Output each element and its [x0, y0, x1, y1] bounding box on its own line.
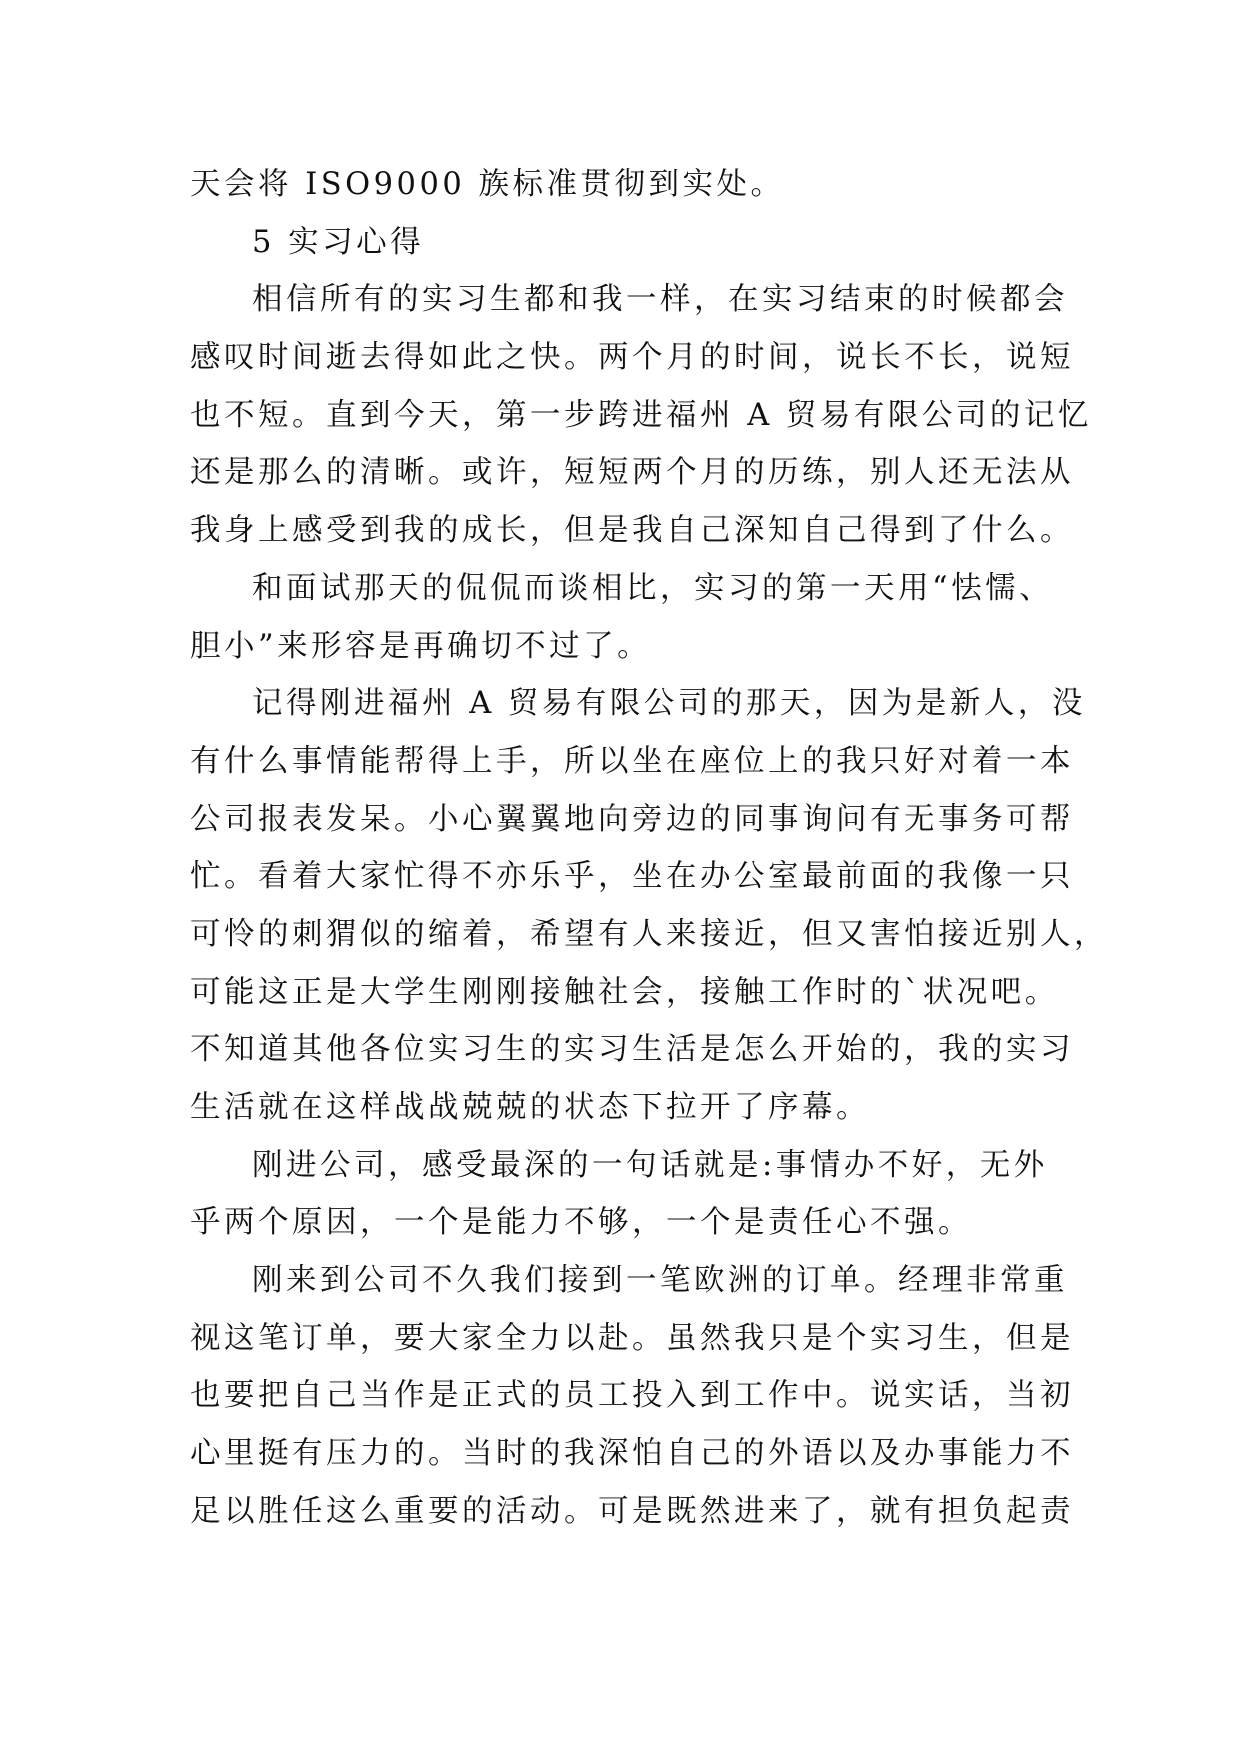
text-line: 还是那么的清晰。或许，短短两个月的历练，别人还无法从 — [190, 455, 1074, 491]
text-line: 天会将 ISO9000 族标准贯彻到实处。 — [190, 167, 785, 202]
text-line: 不知道其他各位实习生的实习生活是怎么开始的，我的实习 — [190, 1032, 1074, 1068]
section-heading: 5 实习心得 — [252, 224, 425, 260]
text-line: 也要把自己当作是正式的员工投入到工作中。说实话，当初 — [190, 1378, 1074, 1414]
text-line: 胆小”来形容是再确切不过了。 — [190, 628, 652, 664]
text-line: 感叹时间逝去得如此之快。两个月的时间，说长不长，说短 — [190, 340, 1074, 376]
text-line: 和面试那天的侃侃而谈相比，实习的第一天用“怯懦、 — [252, 570, 1054, 606]
text-line: 可怜的刺猬似的缩着，希望有人来接近，但又害怕接近别人， — [190, 916, 1108, 952]
text-line: 视这笔订单，要大家全力以赴。虽然我只是个实习生，但是 — [190, 1320, 1074, 1356]
text-line: 记得刚进福州 A 贸易有限公司的那天，因为是新人，没 — [252, 686, 1086, 722]
text-line: 生活就在这样战战兢兢的状态下拉开了序幕。 — [190, 1090, 870, 1125]
text-line: 心里挺有压力的。当时的我深怕自己的外语以及办事能力不 — [190, 1436, 1074, 1472]
text-line: 乎两个原因，一个是能力不够，一个是责任心不强。 — [190, 1205, 972, 1241]
text-line: 可能这正是大学生刚刚接触社会，接触工作时的`状况吧。 — [190, 974, 1059, 1010]
text-line: 刚来到公司不久我们接到一笔欧洲的订单。经理非常重 — [252, 1263, 1068, 1299]
text-line: 相信所有的实习生都和我一样，在实习结束的时候都会 — [252, 282, 1068, 318]
text-line: 刚进公司，感受最深的一句话就是:事情办不好，无外 — [252, 1147, 1048, 1183]
text-line: 也不短。直到今天，第一步跨进福州 A 贸易有限公司的记忆 — [190, 397, 1092, 433]
text-line: 有什么事情能帮得上手，所以坐在座位上的我只好对着一本 — [190, 743, 1074, 779]
body-text — [190, 156, 1108, 1541]
text-line: 公司报表发呆。小心翼翼地向旁边的同事询问有无事务可帮 — [190, 801, 1074, 837]
text-line: 忙。看着大家忙得不亦乐乎，坐在办公室最前面的我像一只 — [190, 859, 1074, 895]
text-line: 我身上感受到我的成长，但是我自己深知自己得到了什么。 — [190, 513, 1074, 549]
text-line: 足以胜任这么重要的活动。可是既然进来了，就有担负起责 — [190, 1493, 1074, 1529]
